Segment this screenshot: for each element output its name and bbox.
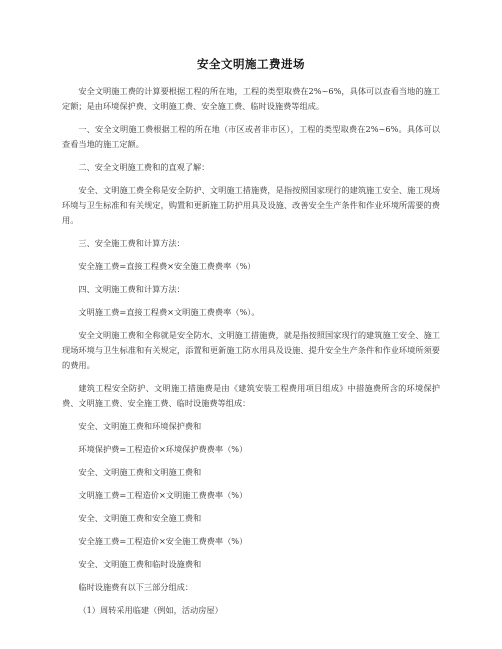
paragraph: 安全、文明施工费和安全施工费和	[78, 513, 202, 523]
paragraph: 文明施工费=工程造价×文明施工费费率（%）	[78, 490, 248, 500]
paragraph: 二、安全文明施工费和的直观了解：	[78, 162, 210, 172]
paragraph: （1）周转采用临建（例如，活动房屋）	[78, 605, 223, 615]
paragraph: 三、安全施工费和计算方法：	[78, 238, 185, 248]
paragraph: 一、安全文明施工费根据工程的所在地（市区或者非市区），工程的类型取费在2%~6%。具体可以查看当地的施工定额。	[62, 124, 440, 149]
paragraph: 文明施工费=直接工程费×文明施工费费率（%）。	[78, 307, 260, 317]
paragraph: 安全文明施工费和全称就是安全防水、文明施工措施费，就是指按照国家现行的建筑施工安全、施工现场环境与卫生标准和有关规定，添置和更新施工防水用具及设施、提升安全生产条件和作业环境所须要的费用。	[62, 330, 440, 370]
paragraph: 安全施工费=直接工程费×安全施工费费率（%）	[78, 261, 256, 271]
paragraph: 建筑工程安全防护、文明施工措施费是由《建筑安装工程费用项目组成》中措施费所含的环境保护费、文明施工费、安全施工费、临时设施费等组成：	[62, 383, 440, 408]
document-title: 安全文明施工费进场	[197, 57, 305, 71]
paragraph: 四、文明施工费和计算方法：	[78, 284, 185, 294]
paragraph: 安全、文明施工费和文明施工费和	[78, 467, 202, 477]
paragraph: 安全文明施工费的计算要根据工程的所在地，工程的类型取费在2%~6%，具体可以查看当地的施工定额；是由环境保护费、文明施工费、安全施工费、临时设施费等组成。	[62, 86, 440, 111]
paragraph: 临时设施费有以下三部分组成：	[78, 582, 194, 592]
paragraph: 环境保护费=工程造价×环境保护费费率（%）	[78, 444, 248, 454]
paragraph: 安全施工费=工程造价×安全施工费费率（%）	[78, 536, 248, 546]
paragraph: 安全、文明施工费全称是安全防护、文明施工措施费，是指按照国家现行的建筑施工安全、施工现场环境与卫生标准和有关规定，购置和更新施工防护用具及设施、改善安全生产条件和作业环境所需要的费用。	[62, 185, 440, 225]
paragraph: 安全、文明施工费和环境保护费和	[78, 421, 202, 431]
paragraph: 安全、文明施工费和临时设施费和	[78, 559, 202, 569]
